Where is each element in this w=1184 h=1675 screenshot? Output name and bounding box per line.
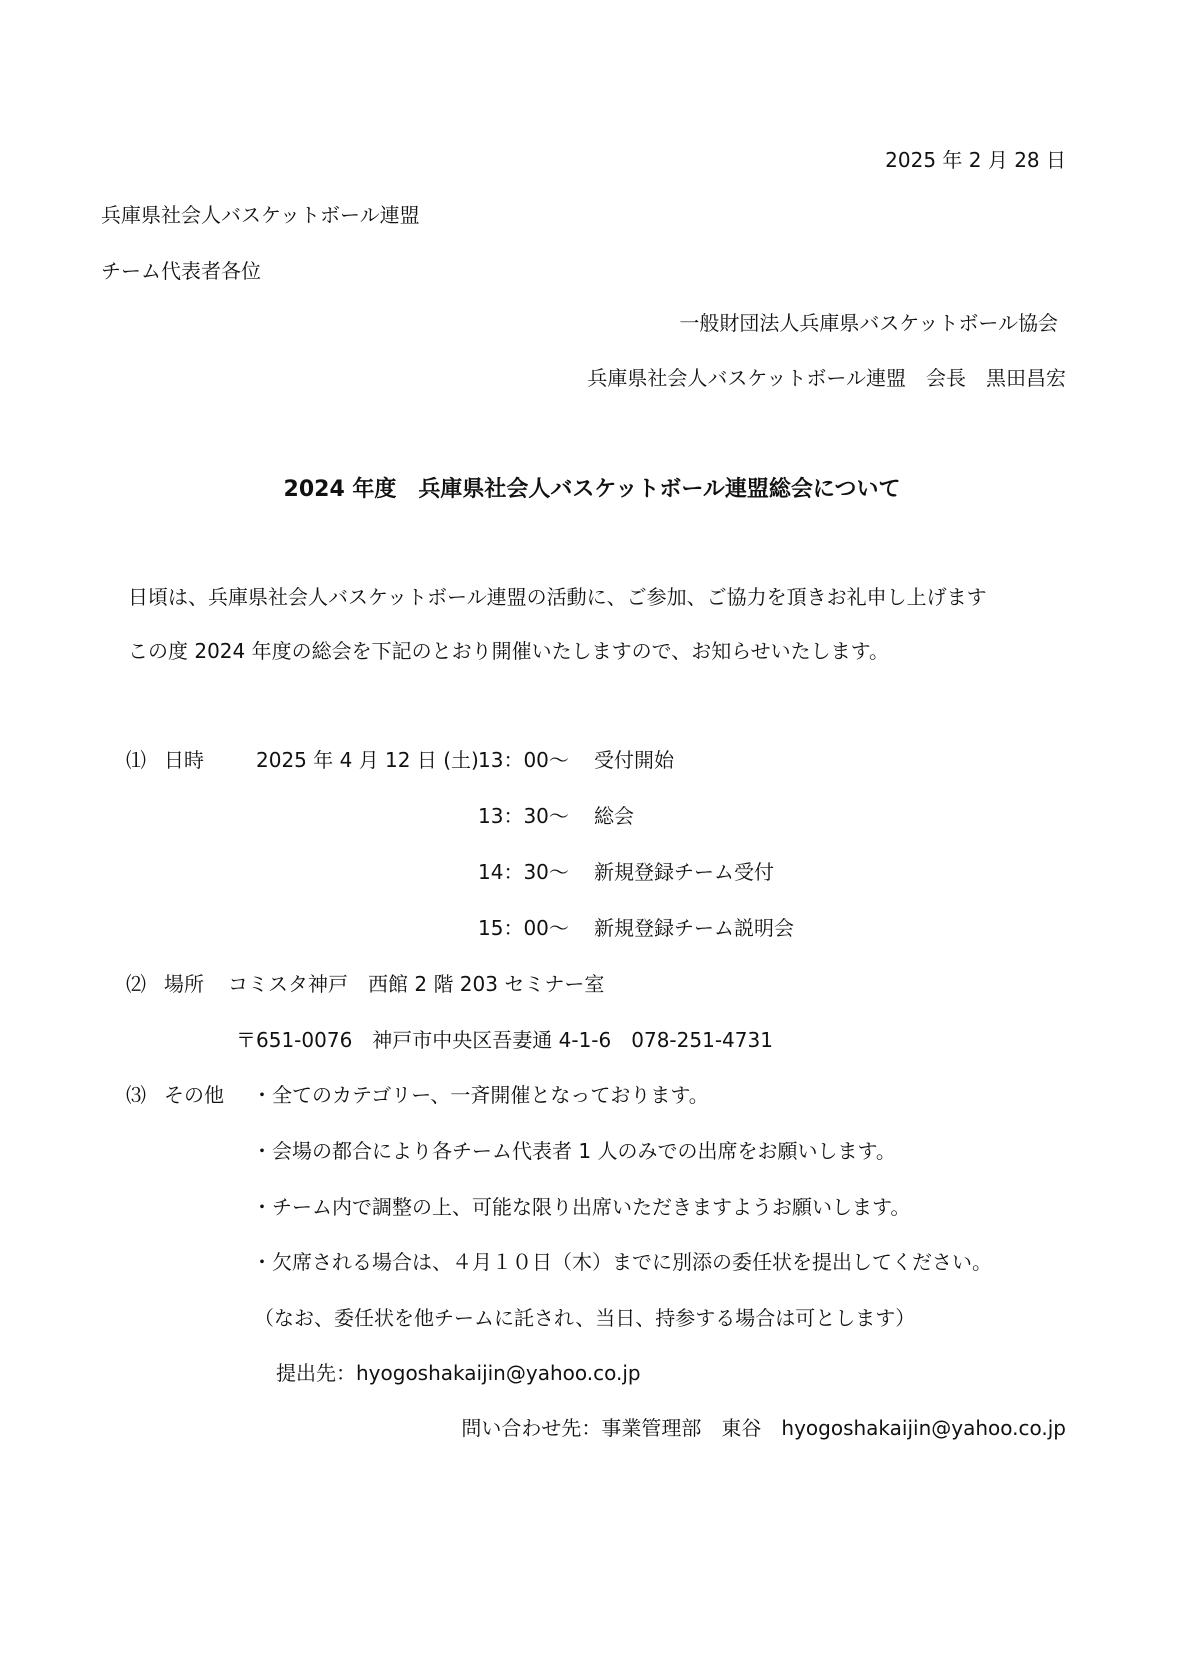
sender-organization: 一般財団法人兵庫県バスケットボール協会 <box>679 311 1058 335</box>
proxy-note: （なお、委任状を他チームに託され、当日、持参する場合は可とします） <box>254 1306 916 1330</box>
venue-name: コミスタ神戸 西館 2 階 203 セミナー室 <box>228 972 605 996</box>
document-title: 2024 年度 兵庫県社会人バスケットボール連盟総会について <box>283 477 901 502</box>
item-label-other: その他 <box>164 1083 224 1107</box>
note-item: ・会場の都合により各チーム代表者 1 人のみでの出席をお願いします。 <box>252 1139 896 1163</box>
item-label-place: 場所 <box>164 972 204 996</box>
schedule-event: 受付開始 <box>594 748 674 772</box>
schedule-time: 14：30～ <box>478 860 569 884</box>
schedule-time: 13：00～ <box>478 748 569 772</box>
item-marker: ⑵ <box>126 972 146 996</box>
item-marker: ⑴ <box>126 748 146 772</box>
document-date: 2025 年 2 月 28 日 <box>885 148 1066 172</box>
note-item: ・欠席される場合は、４月１０日（木）までに別添の委任状を提出してください。 <box>252 1250 992 1274</box>
recipient-addressee: チーム代表者各位 <box>101 259 261 283</box>
item-label-datetime: 日時 <box>164 748 204 772</box>
note-item: ・チーム内で調整の上、可能な限り出席いただきますようお願いします。 <box>252 1195 911 1219</box>
sender-person: 兵庫県社会人バスケットボール連盟 会長 黒田昌宏 <box>587 366 1066 390</box>
submit-address: 提出先：hyogoshakaijin@yahoo.co.jp <box>276 1361 641 1385</box>
note-item: ・全てのカテゴリー、一斉開催となっております。 <box>252 1083 709 1107</box>
venue-address: 〒651-0076 神戸市中央区吾妻通 4-1-6 078-251-4731 <box>236 1028 773 1052</box>
schedule-event: 総会 <box>594 804 634 828</box>
schedule-time: 13：30～ <box>478 804 569 828</box>
intro-line-1: 日頃は、兵庫県社会人バスケットボール連盟の活動に、ご参加、ご協力を頂きお礼申し上げます <box>128 585 987 609</box>
schedule-event: 新規登録チーム説明会 <box>594 916 794 940</box>
intro-line-2: この度 2024 年度の総会を下記のとおり開催いたしますので、お知らせいたします。 <box>128 639 890 663</box>
schedule-event: 新規登録チーム受付 <box>594 860 774 884</box>
recipient-organization: 兵庫県社会人バスケットボール連盟 <box>101 203 420 227</box>
contact-info: 問い合わせ先：事業管理部 東谷 hyogoshakaijin@yahoo.co.jp <box>461 1416 1066 1440</box>
event-date: 2025 年 4 月 12 日 (土) <box>256 748 479 772</box>
item-marker: ⑶ <box>126 1083 146 1107</box>
schedule-time: 15：00～ <box>478 916 569 940</box>
